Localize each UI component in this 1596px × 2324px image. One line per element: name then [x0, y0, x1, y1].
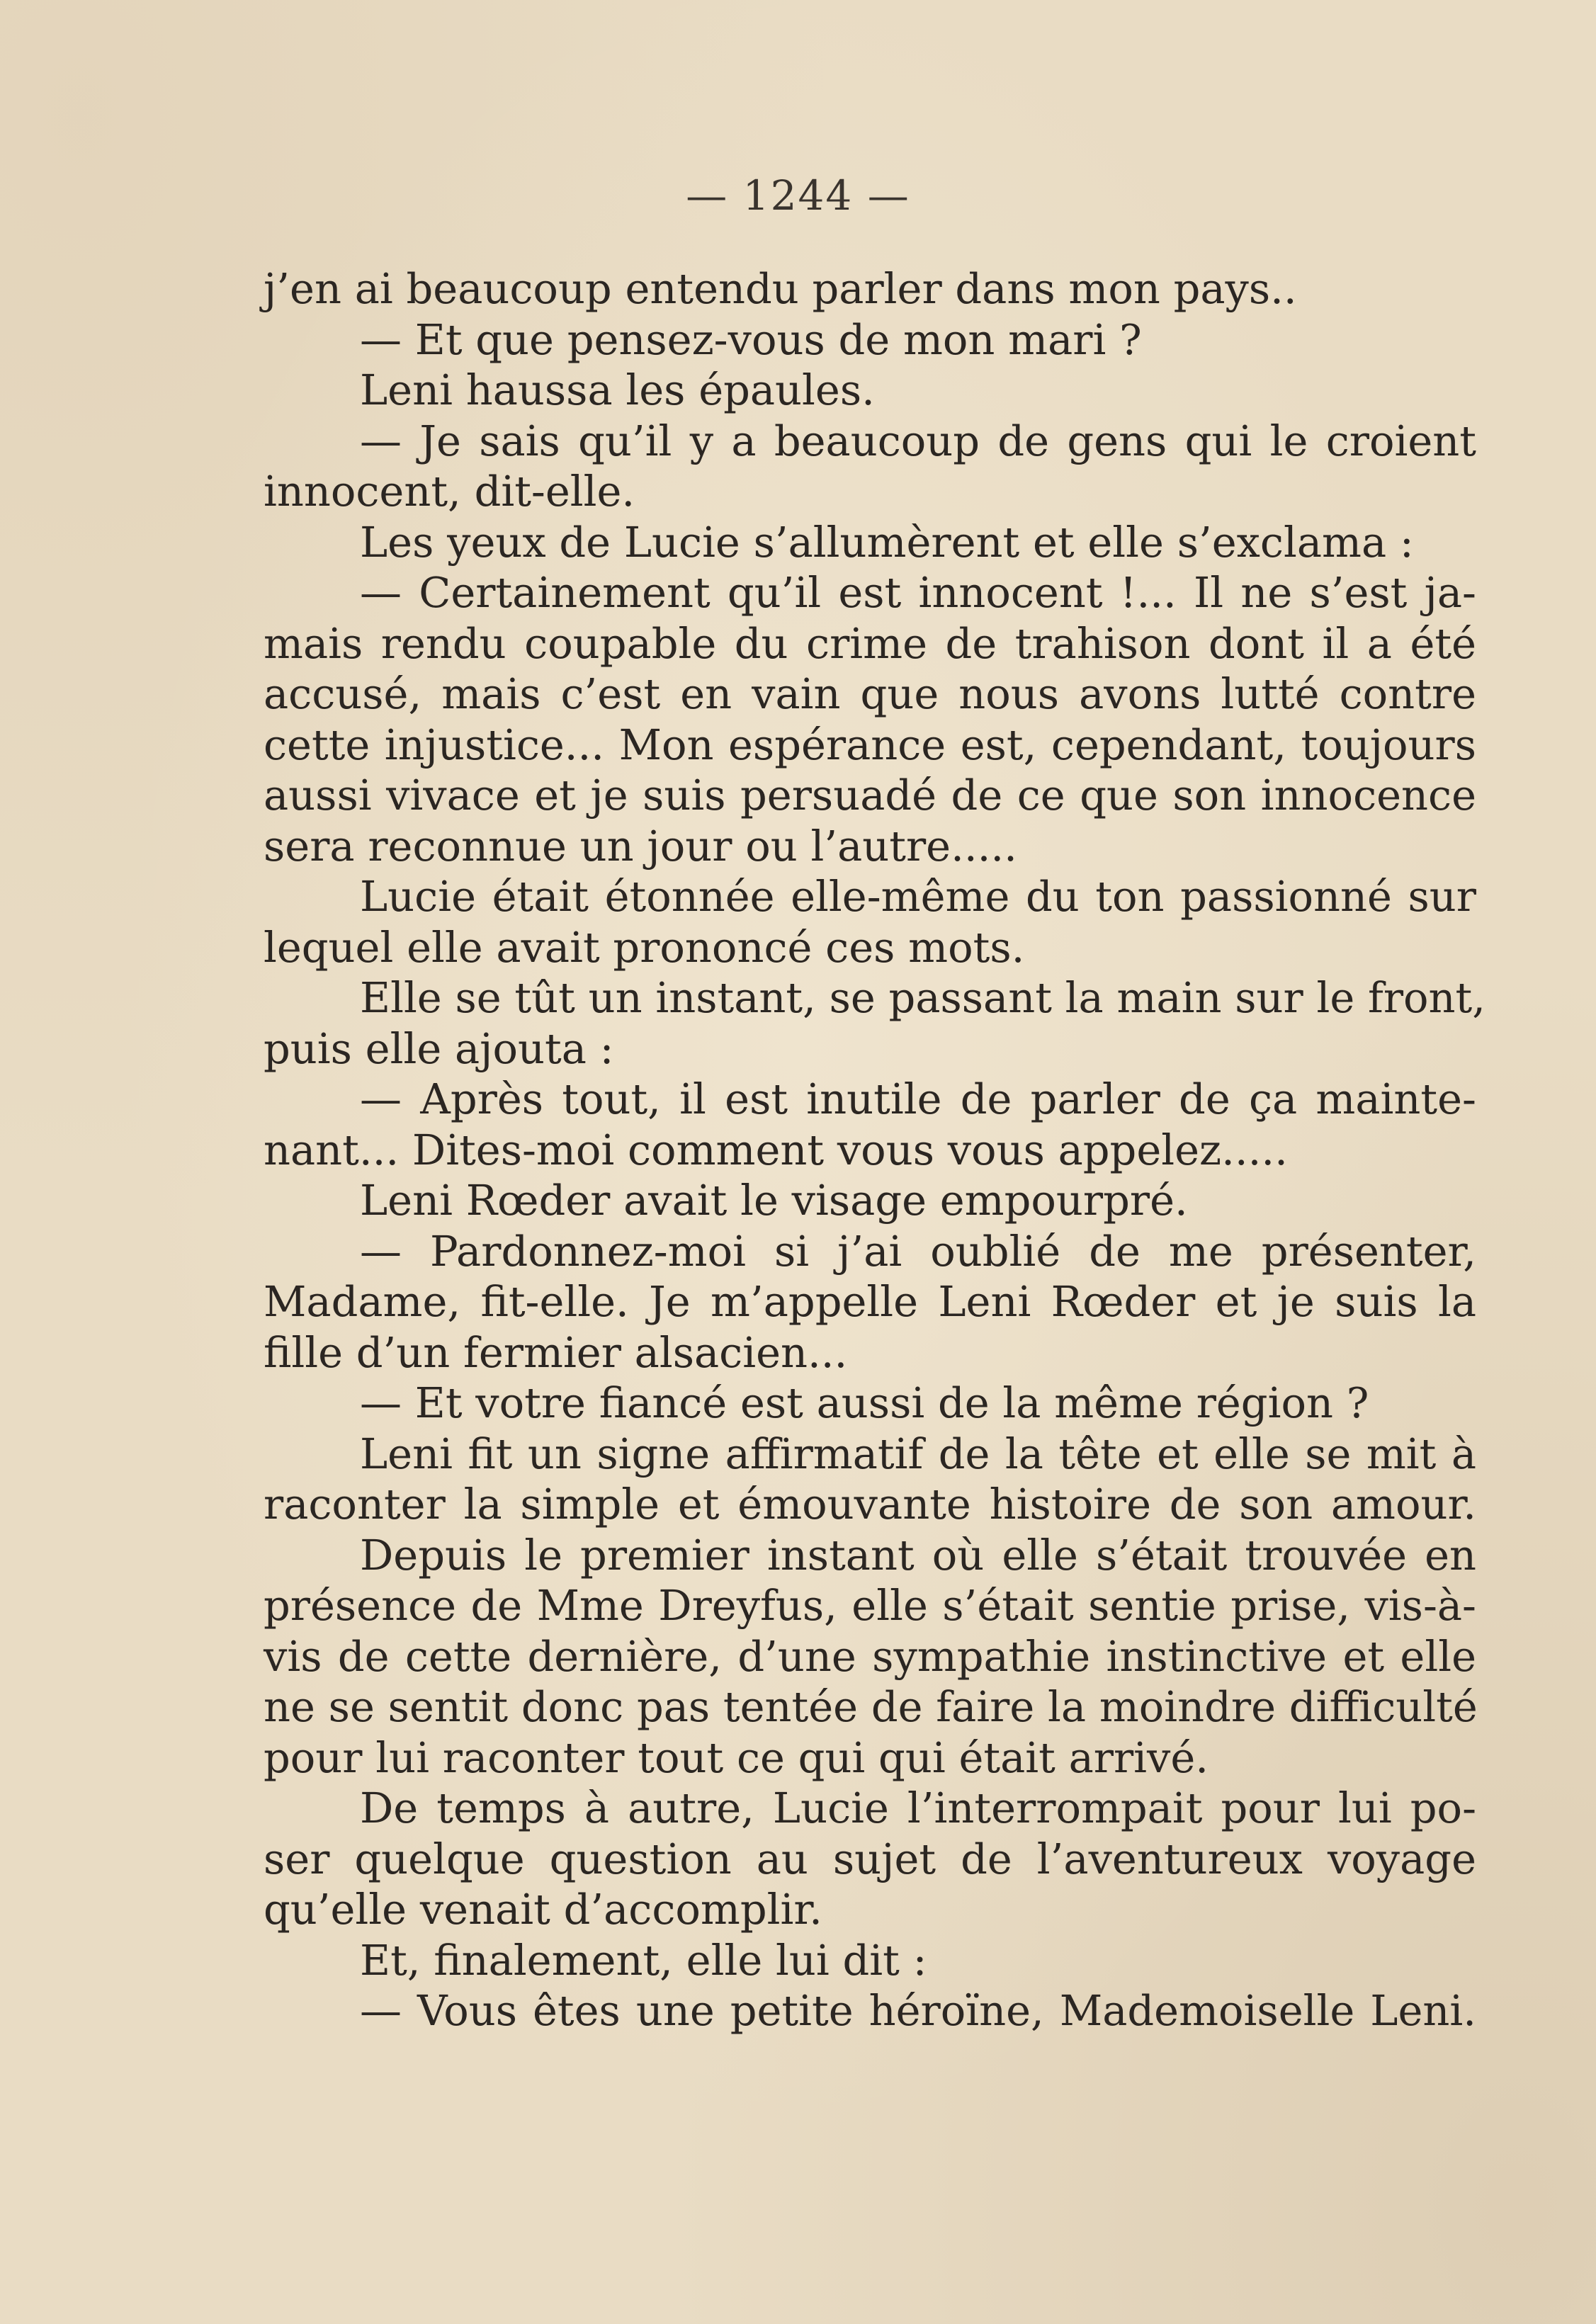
- text-line: Leni fit un signe affirmatif de la tête et elle se mit à: [360, 1429, 1476, 1478]
- text-line: puis elle ajouta :: [264, 1024, 614, 1073]
- text-line: Leni Rœder avait le visage empourpré.: [360, 1176, 1188, 1225]
- text-line: — Et que pensez-vous de mon mari ?: [360, 314, 1142, 364]
- text-line: accusé, mais c’est en vain que nous avons lutté contre: [264, 669, 1476, 718]
- text-line: fille d’un fermier alsacien...: [264, 1327, 848, 1377]
- text-line: Lucie était étonnée elle-même du ton passionné sur: [360, 872, 1476, 921]
- text-line: De temps à autre, Lucie l’interrompait pour lui po-: [360, 1784, 1476, 1832]
- text-line: Leni haussa les épaules.: [360, 365, 875, 414]
- text-line: ser quelque question au sujet de l’aventureux voyage: [264, 1834, 1476, 1883]
- text-line: raconter la simple et émouvante histoire de son amour.: [264, 1480, 1476, 1529]
- page-number: — 1244 —: [686, 171, 910, 220]
- text-line: sera reconnue un jour ou l’autre.....: [264, 821, 1017, 871]
- text-line: j’en ai beaucoup entendu parler dans mon pays..: [264, 264, 1297, 313]
- text-line: — Vous êtes une petite héroïne, Mademoiselle Leni.: [360, 1986, 1476, 2035]
- body-text: [264, 263, 1486, 2036]
- text-line: aussi vivace et je suis persuadé de ce que son innocence: [264, 771, 1476, 820]
- text-line: ne se sentit donc pas tentée de faire la moindre difficulté: [264, 1682, 1478, 1731]
- text-line: vis de cette dernière, d’une sympathie instinctive et elle: [264, 1631, 1476, 1681]
- text-line: cette injustice... Mon espérance est, cependant, toujours: [264, 720, 1476, 769]
- text-line: mais rendu coupable du crime de trahison dont il a été: [264, 618, 1476, 668]
- text-line: Les yeux de Lucie s’allumèrent et elle s’exclama :: [360, 517, 1414, 567]
- text-line: — Et votre fiancé est aussi de la même région ?: [360, 1378, 1369, 1427]
- text-line: nant... Dites-moi comment vous vous appelez.....: [264, 1125, 1288, 1174]
- text-line: — Certainement qu’il est innocent !... Il ne s’est ja-: [360, 568, 1476, 617]
- text-line: — Après tout, il est inutile de parler de ça mainte-: [360, 1075, 1476, 1123]
- text-line: qu’elle venait d’accomplir.: [264, 1885, 822, 1934]
- text-line: lequel elle avait prononcé ces mots.: [264, 922, 1025, 972]
- text-line: pour lui raconter tout ce qui qui était arrivé.: [264, 1733, 1209, 1782]
- text-line: — Pardonnez-moi si j’ai oublié de me présenter,: [360, 1226, 1476, 1276]
- text-line: Elle se tût un instant, se passant la main sur le front,: [360, 973, 1486, 1022]
- text-line: innocent, dit-elle.: [264, 467, 635, 516]
- text-line: Madame, fit-elle. Je m’appelle Leni Rœder et je suis la: [264, 1277, 1476, 1326]
- text-line: présence de Mme Dreyfus, elle s’était sentie prise, vis-à-: [264, 1581, 1476, 1630]
- text-line: Depuis le premier instant où elle s’était trouvée en: [360, 1530, 1476, 1580]
- text-line: — Je sais qu’il y a beaucoup de gens qui le croient: [360, 416, 1476, 465]
- text-line: Et, finalement, elle lui dit :: [360, 1935, 927, 1985]
